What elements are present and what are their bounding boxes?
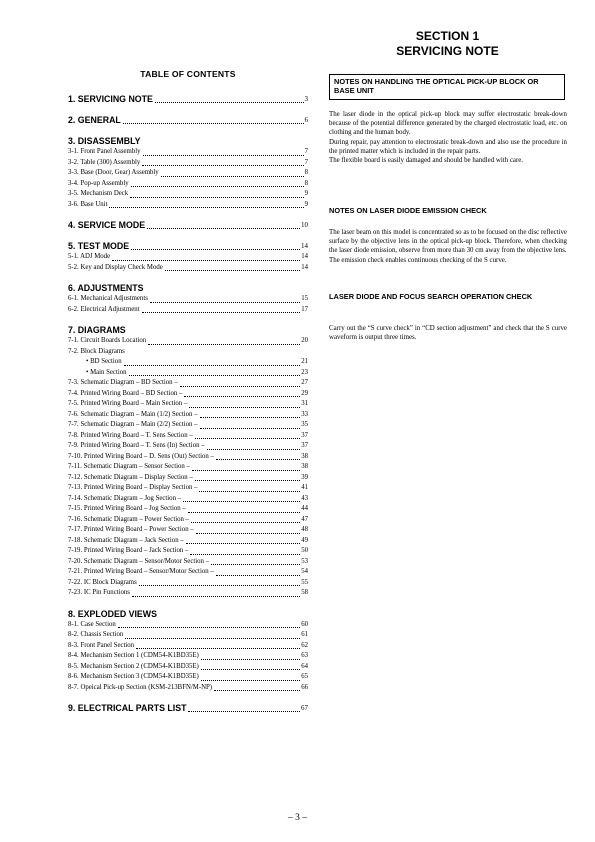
toc-leader-dots <box>132 596 300 597</box>
toc-leader-dots <box>161 176 304 177</box>
toc-entry <box>68 620 308 631</box>
toc-section-heading <box>68 114 308 126</box>
toc-page-number: 58 <box>301 589 308 596</box>
toc-entry <box>68 662 308 673</box>
toc-page-number: 63 <box>301 652 308 659</box>
toc-leader-dots <box>183 501 300 502</box>
toc-leader-dots <box>199 491 300 492</box>
toc-page-number: 55 <box>301 578 308 586</box>
table-of-contents <box>68 93 308 723</box>
toc-section-label: 9. ELECTRICAL PARTS LIST <box>68 703 187 713</box>
toc-page-number: 27 <box>301 379 308 386</box>
toc-leader-dots <box>180 386 301 387</box>
toc-section-heading <box>68 240 308 252</box>
toc-entry <box>68 672 308 683</box>
toc-section-heading <box>68 608 308 620</box>
toc-group <box>68 702 308 714</box>
toc-entry-label: • Main Section <box>86 368 127 376</box>
toc-entry-label: 7-6. Schematic Diagram – Main (1/2) Section – <box>68 410 198 418</box>
toc-page-number: 38 <box>301 452 308 460</box>
toc-entry <box>68 420 308 431</box>
toc-page-number: 8 <box>304 179 308 187</box>
toc-page-number: 14 <box>301 242 308 250</box>
toc-entry-label: 7-12. Schematic Diagram – Display Section – <box>68 473 193 481</box>
toc-leader-dots <box>139 585 300 586</box>
toc-entry <box>68 473 308 484</box>
toc-entry <box>68 294 308 305</box>
toc-leader-dots <box>131 186 304 187</box>
toc-entry <box>68 452 308 463</box>
toc-entry <box>68 557 308 568</box>
toc-page-number: 66 <box>301 683 308 691</box>
toc-entry <box>68 641 308 652</box>
toc-leader-dots <box>148 344 300 345</box>
toc-entry <box>68 189 308 200</box>
toc-page-number: 31 <box>301 400 308 407</box>
toc-leader-dots <box>188 512 300 513</box>
focus-search-text: Carry out the “S curve check” in “CD section adjustment” and check that the S curve waveform is output three times. <box>329 325 567 342</box>
toc-leader-dots <box>165 270 300 271</box>
toc-leader-dots <box>136 648 300 649</box>
toc-leader-dots <box>131 249 300 250</box>
toc-leader-dots <box>143 155 304 156</box>
toc-leader-dots <box>186 543 301 544</box>
toc-leader-dots <box>118 627 300 628</box>
toc-entry <box>68 483 308 494</box>
toc-group <box>68 240 308 273</box>
toc-page-number: 9 <box>304 200 308 208</box>
laser-emission-text <box>329 228 567 265</box>
toc-entry-label: 3-4. Pop-up Assembly <box>68 179 129 187</box>
toc-page-number: 37 <box>301 431 308 439</box>
toc-entry-label: 7-19. Printed Wiring Board – Jack Section – <box>68 547 189 554</box>
toc-entry-label: 8-1. Case Section <box>68 620 116 628</box>
toc-section-label: 2. GENERAL <box>68 115 121 125</box>
toc-entry <box>68 305 308 316</box>
toc-page-number: 10 <box>301 221 308 229</box>
toc-entry <box>68 567 308 578</box>
toc-entry <box>68 578 308 589</box>
toc-entry-label: 7-23. IC Pin Functions <box>68 589 130 596</box>
toc-page-number: 7 <box>304 158 308 166</box>
toc-entry-label: 3-2. Table (300) Assembly <box>68 158 141 166</box>
toc-entry <box>68 399 308 410</box>
toc-page-number: 44 <box>301 505 308 512</box>
toc-entry-label: 7-14. Schematic Diagram – Jog Section – <box>68 494 182 502</box>
toc-entry <box>68 158 308 169</box>
toc-entry <box>68 389 308 400</box>
toc-section-label: 7. DIAGRAMS <box>68 325 126 335</box>
toc-leader-dots <box>123 123 304 124</box>
section-heading <box>330 29 565 58</box>
toc-page-number: 60 <box>301 620 308 628</box>
toc-entry-label: 8-7. Opeical Pick-up Section (KSM-213BFN/M-NP) <box>68 683 213 691</box>
toc-group <box>68 282 308 315</box>
toc-page-number: 64 <box>301 662 308 670</box>
toc-section-heading <box>68 324 308 336</box>
pickup-handling-para-2: During repair, pay attention to electrostatic break-down and also use the procedure in the printed matter which is included in the repair parts. <box>329 138 567 155</box>
toc-entry <box>68 200 308 211</box>
toc-entry <box>68 683 308 694</box>
toc-page-number: 47 <box>301 515 308 523</box>
toc-page-number: 14 <box>301 253 308 260</box>
toc-leader-dots <box>216 575 300 576</box>
toc-page-number: 6 <box>304 116 308 124</box>
toc-entry <box>68 515 308 526</box>
toc-entry-label: 8-4. Mechanism Section 1 (CDM54-K1BD35E) <box>68 652 199 659</box>
toc-page-number: 62 <box>301 641 308 649</box>
toc-page-number: 65 <box>301 673 308 680</box>
toc-leader-dots <box>214 690 300 691</box>
toc-leader-dots <box>207 449 301 450</box>
toc-page-number: 17 <box>301 305 308 313</box>
toc-entry-label: 7-10. Printed Wiring Board – D. Sens (Out) Section – <box>68 452 214 460</box>
toc-section-label: 6. ADJUSTMENTS <box>68 283 144 293</box>
toc-page-number: 54 <box>301 568 308 575</box>
toc-entry <box>68 378 308 389</box>
toc-leader-dots <box>200 417 301 418</box>
toc-leader-dots <box>150 302 300 303</box>
toc-leader-dots <box>112 260 300 261</box>
toc-entry-label: 7-4. Printed Wiring Board – BD Section – <box>68 389 183 397</box>
toc-entry <box>68 347 308 358</box>
toc-entry-label: 7-5. Printed Wiring Board – Main Section – <box>68 400 188 407</box>
toc-entry-label: 7-21. Printed Wiring Board – Sensor/Motor Section – <box>68 568 214 575</box>
pickup-handling-heading-box <box>329 74 565 100</box>
toc-entry <box>68 462 308 473</box>
toc-entry-label: 5-2. Key and Display Check Mode <box>68 263 163 271</box>
toc-page-number: 3 <box>304 95 308 103</box>
toc-entry <box>68 168 308 179</box>
toc-group <box>68 608 308 694</box>
toc-group <box>68 324 308 599</box>
toc-page-number: 35 <box>301 421 308 428</box>
section-title: SERVICING NOTE <box>396 43 499 58</box>
toc-entry <box>68 504 308 515</box>
page-number: – 3 – <box>288 813 307 823</box>
toc-entry-label: 6-1. Mechanical Adjustments <box>68 295 148 302</box>
pickup-handling-para-3: The flexible board is easily damaged and should be handled with care. <box>329 157 524 165</box>
toc-entry-label: 8-3. Front Panel Section <box>68 641 135 649</box>
toc-entry-label: 8-2. Chassis Section <box>68 631 124 638</box>
toc-entry <box>68 441 308 452</box>
toc-entry-label: 7-15. Printed Wiring Board – Jog Section – <box>68 505 186 512</box>
toc-page-number: 8 <box>304 169 308 176</box>
toc-group <box>68 219 308 231</box>
toc-page-number: 20 <box>301 337 308 344</box>
pickup-handling-para-1: The laser diode in the optical pick-up block may suffer electrostatic break-down because of the potential difference generated by the charged electrostatic load, etc. on clothing and the human body. <box>329 111 567 137</box>
toc-entry-label: 8-5. Mechanism Section 2 (CDM54-K1BD35E) <box>68 662 199 670</box>
toc-leader-dots <box>130 197 303 198</box>
toc-entry-label: 7-7. Schematic Diagram – Main (2/2) Section – <box>68 421 198 428</box>
toc-page-number: 61 <box>301 631 308 638</box>
toc-section-heading <box>68 282 308 294</box>
toc-entry <box>68 410 308 421</box>
toc-section-label: 8. EXPLODED VIEWS <box>68 608 157 619</box>
toc-entry <box>68 357 308 368</box>
toc-section-label: 1. SERVICING NOTE <box>68 94 153 104</box>
toc-leader-dots <box>201 659 300 660</box>
toc-entry-label: 6-2. Electrical Adjustment <box>68 305 140 313</box>
toc-leader-dots <box>200 428 301 429</box>
toc-group <box>68 93 308 105</box>
toc-leader-dots <box>191 522 300 523</box>
toc-section-heading <box>68 219 308 231</box>
toc-entry <box>68 368 308 379</box>
toc-leader-dots <box>109 207 303 208</box>
laser-emission-heading: NOTES ON LASER DIODE EMISSION CHECK <box>329 206 487 215</box>
laser-emission-para-1: The laser beam on this model is concentrated so as to be focused on the disc reflective surface by the objective lens in the optical pick-up block. Therefore, when checking the laser diode emission, observe from more than 30 cm away from the objective lens. <box>329 229 567 255</box>
toc-leader-dots <box>129 375 301 376</box>
toc-page-number: 23 <box>301 368 308 376</box>
toc-leader-dots <box>124 365 301 366</box>
toc-page-number: 7 <box>304 148 308 155</box>
pickup-handling-heading: NOTES ON HANDLING THE OPTICAL PICK-UP BLOCK OR BASE UNIT <box>334 77 539 95</box>
toc-page-number: 21 <box>301 358 308 365</box>
toc-leader-dots <box>184 396 300 397</box>
toc-entry-label: 7-3. Schematic Diagram – BD Section – <box>68 379 178 386</box>
toc-leader-dots <box>155 102 304 103</box>
toc-entry-label: 7-2. Block Diagrams <box>68 347 125 355</box>
toc-page-number: 50 <box>301 547 308 554</box>
toc-page-number: 29 <box>301 389 308 397</box>
toc-entry-label: 5-1. ADJ Mode <box>68 253 111 260</box>
toc-entry <box>68 252 308 263</box>
toc-page-number: 48 <box>301 526 308 533</box>
toc-leader-dots <box>142 165 303 166</box>
toc-section-label: 5. TEST MODE <box>68 241 130 251</box>
toc-page-number: 53 <box>301 557 308 565</box>
toc-entry <box>68 651 308 662</box>
toc-page-number: 39 <box>301 473 308 481</box>
toc-section-label: 4. SERVICE MODE <box>68 220 146 230</box>
toc-entry-label: 3-3. Base (Door, Gear) Assembly <box>68 169 159 176</box>
toc-leader-dots <box>147 228 300 229</box>
toc-page-number: 33 <box>301 410 308 418</box>
toc-entry <box>68 525 308 536</box>
toc-entry-label: 7-22. IC Block Diagrams <box>68 578 137 586</box>
toc-leader-dots <box>189 407 300 408</box>
toc-section-heading <box>68 135 308 147</box>
pickup-handling-text <box>329 110 567 165</box>
toc-entry-label: 7-18. Schematic Diagram – Jack Section – <box>68 536 184 544</box>
toc-entry-label: 7-9. Printed Wiring Board – T. Sens (In) Section – <box>68 442 205 449</box>
toc-entry-label: 8-6. Mechanism Section 3 (CDM54-K1BD35E) <box>68 673 199 680</box>
toc-leader-dots <box>195 438 301 439</box>
toc-leader-dots <box>125 638 300 639</box>
toc-entry <box>68 179 308 190</box>
toc-entry-label: 7-8. Printed Wiring Board – T. Sens Section – <box>68 431 193 439</box>
toc-group <box>68 135 308 210</box>
toc-entry-label: 7-16. Schematic Diagram – Power Section – <box>68 515 189 523</box>
focus-search-heading: LASER DIODE AND FOCUS SEARCH OPERATION CHECK <box>329 292 533 301</box>
toc-entry-label: 7-17. Printed Wiring Board – Power Section – <box>68 526 194 533</box>
toc-leader-dots <box>142 312 301 313</box>
toc-page-number: 38 <box>301 463 308 470</box>
toc-entry <box>68 494 308 505</box>
laser-emission-para-2: The emission check enables continuous checking of the S curve. <box>329 256 507 264</box>
toc-leader-dots <box>188 711 300 712</box>
toc-entry-label: 3-5. Mechanism Deck <box>68 190 129 197</box>
toc-page-number: 43 <box>301 494 308 502</box>
toc-page-number: 37 <box>301 442 308 449</box>
toc-page-number: 15 <box>301 295 308 302</box>
toc-entry <box>68 546 308 557</box>
toc-section-heading <box>68 93 308 105</box>
toc-leader-dots <box>201 669 300 670</box>
toc-leader-dots <box>211 564 300 565</box>
toc-title: TABLE OF CONTENTS <box>140 69 236 79</box>
toc-leader-dots <box>201 680 300 681</box>
toc-page-number: 9 <box>304 190 308 197</box>
toc-entry <box>68 536 308 547</box>
toc-leader-dots <box>196 533 300 534</box>
toc-entry-label: 7-1. Circuit Boards Location <box>68 337 147 344</box>
toc-leader-dots <box>192 470 300 471</box>
toc-entry-label: 7-13. Printed Wiring Board – Display Section – <box>68 484 198 491</box>
toc-section-heading <box>68 702 308 714</box>
toc-entry <box>68 147 308 158</box>
toc-entry <box>68 431 308 442</box>
toc-entry-label: 3-1. Front Panel Assembly <box>68 148 141 155</box>
toc-entry-label: 3-6. Base Unit <box>68 200 108 208</box>
toc-leader-dots <box>190 554 300 555</box>
toc-entry-label: 7-11. Schematic Diagram – Sensor Section – <box>68 463 190 470</box>
toc-leader-dots <box>216 459 300 460</box>
toc-page-number: 41 <box>301 484 308 491</box>
toc-entry <box>68 588 308 599</box>
toc-section-label: 3. DISASSEMBLY <box>68 136 141 146</box>
toc-entry-label: 7-20. Schematic Diagram – Sensor/Motor Section – <box>68 557 210 565</box>
toc-page-number: 14 <box>301 263 308 271</box>
toc-entry <box>68 263 308 274</box>
toc-page-number: 67 <box>301 704 308 712</box>
toc-entry <box>68 630 308 641</box>
section-number: SECTION 1 <box>415 29 480 43</box>
toc-group <box>68 114 308 126</box>
toc-leader-dots <box>195 480 300 481</box>
toc-page-number: 49 <box>301 536 308 544</box>
toc-entry <box>68 336 308 347</box>
toc-entry-label: • BD Section <box>86 358 122 365</box>
